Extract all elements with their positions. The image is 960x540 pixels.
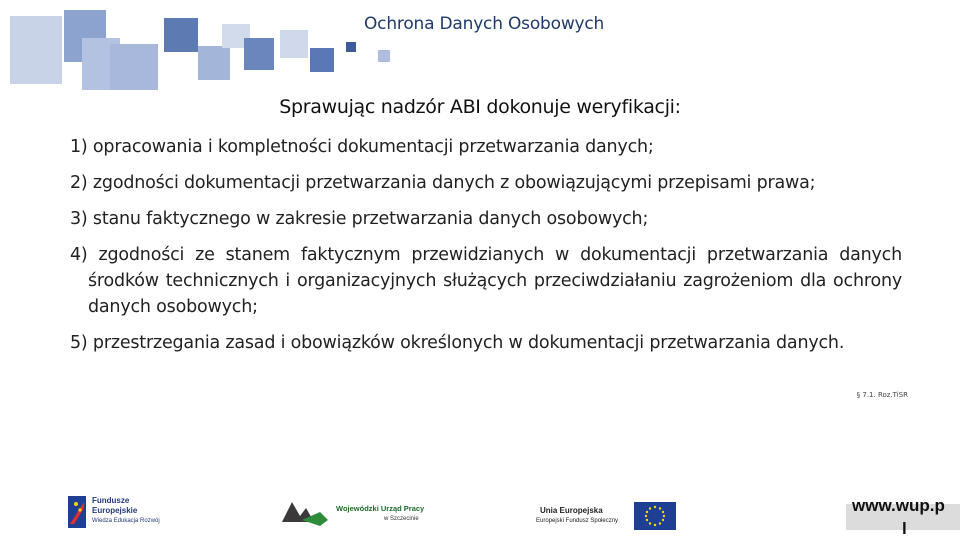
list-item: 5) przestrzegania zasad i obowiązków określonych w dokumentacji przetwarzania danych. [70, 333, 845, 353]
list-item: 1) opracowania i kompletności dokumentacji przetwarzania danych; [70, 137, 654, 157]
list-item: 3) stanu faktycznego w zakresie przetwarzania danych osobowych; [70, 209, 649, 229]
list-item: 4) zgodności ze stanem faktycznym przewidzianych w dokumentacji przetwarzania danych środków technicznych i organizacyjnych służących przeciwdziałaniu zagrożeniom dla ochrony danych osobowych; [70, 245, 902, 317]
eu-title: Unia Europejska [540, 506, 603, 515]
section-heading: Sprawując nadzór ABI dokonuje weryfikacji: [279, 96, 681, 118]
website-link[interactable]: www.wup.p [852, 496, 945, 515]
eu-flag-icon [634, 502, 676, 530]
wup-title: Wojewódzki Urząd Pracy [336, 504, 425, 513]
fe-emblem-icon [66, 494, 88, 530]
wup-emblem-icon [280, 494, 330, 530]
header-title: Ochrona Danych Osobowych [364, 14, 605, 34]
fe-line2: Europejskie [92, 506, 138, 515]
fe-subtitle: Wiedza Edukacja Rozwój [92, 518, 160, 524]
wup-subtitle: w Szczecinie [384, 516, 419, 522]
verification-list [70, 134, 902, 366]
eu-logo [536, 494, 680, 532]
eu-subtitle: Europejski Fundusz Społeczny [536, 518, 619, 524]
list-item: 2) zgodności dokumentacji przetwarzania danych z obowiązującymi przepisami prawa; [70, 173, 816, 193]
website-link-tail[interactable]: l [902, 519, 907, 538]
fundusze-europejskie-logo [66, 494, 186, 532]
fe-line1: Fundusze [92, 496, 130, 505]
wup-logo [280, 494, 440, 532]
citation: § 7.1. Roz.TiSR [856, 391, 908, 399]
